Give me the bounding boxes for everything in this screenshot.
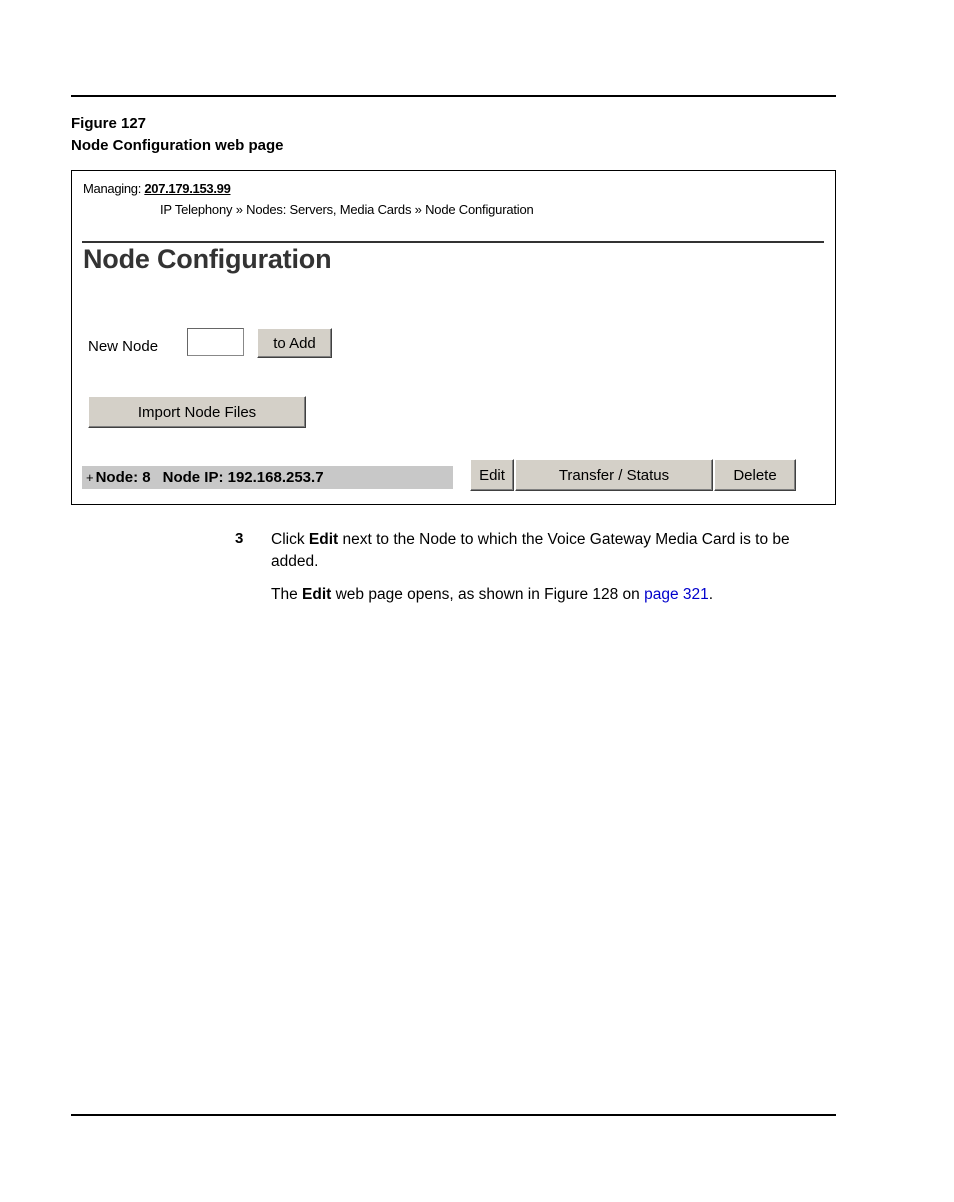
screenshot-frame [71, 170, 836, 505]
transfer-status-button[interactable]: Transfer / Status [515, 459, 713, 491]
edit-button[interactable]: Edit [470, 459, 514, 491]
result-end: . [708, 586, 714, 603]
result-text: The [271, 586, 303, 603]
step-text: Click [271, 531, 309, 548]
top-rule [71, 95, 836, 97]
page-title: Node Configuration [83, 244, 332, 274]
node-number: Node: 8 [95, 469, 151, 486]
node-ip: Node IP: 192.168.253.7 [162, 469, 324, 486]
import-node-files-button[interactable]: Import Node Files [88, 396, 306, 428]
managing-line [83, 181, 231, 196]
figure-title: Node Configuration web page [71, 137, 284, 154]
step-text-rest: next to the Node to which the Voice Gateway Media Card is to be added. [271, 531, 790, 570]
result-bold: Edit [302, 586, 332, 603]
bottom-rule [71, 1114, 836, 1116]
new-node-input[interactable] [187, 328, 244, 356]
step-result [271, 584, 836, 606]
result-text-rest: web page opens, as shown in Figure 128 on [331, 586, 645, 603]
node-row[interactable] [82, 466, 453, 489]
breadcrumb: IP Telephony » Nodes: Servers, Media Cards » Node Configuration [160, 202, 534, 217]
expand-icon[interactable]: + [86, 470, 94, 485]
figure-number: Figure 127 [71, 115, 147, 132]
step-bold: Edit [308, 531, 339, 548]
heading-rule [82, 241, 824, 243]
page-link[interactable]: page 321 [644, 586, 709, 603]
new-node-label: New Node [88, 338, 159, 355]
managing-label: Managing: [83, 181, 142, 196]
managing-ip-link[interactable]: 207.179.153.99 [144, 181, 231, 196]
step-number: 3 [235, 530, 244, 547]
add-node-button[interactable]: to Add [257, 328, 332, 358]
delete-button[interactable]: Delete [714, 459, 796, 491]
step-instruction [271, 529, 836, 573]
